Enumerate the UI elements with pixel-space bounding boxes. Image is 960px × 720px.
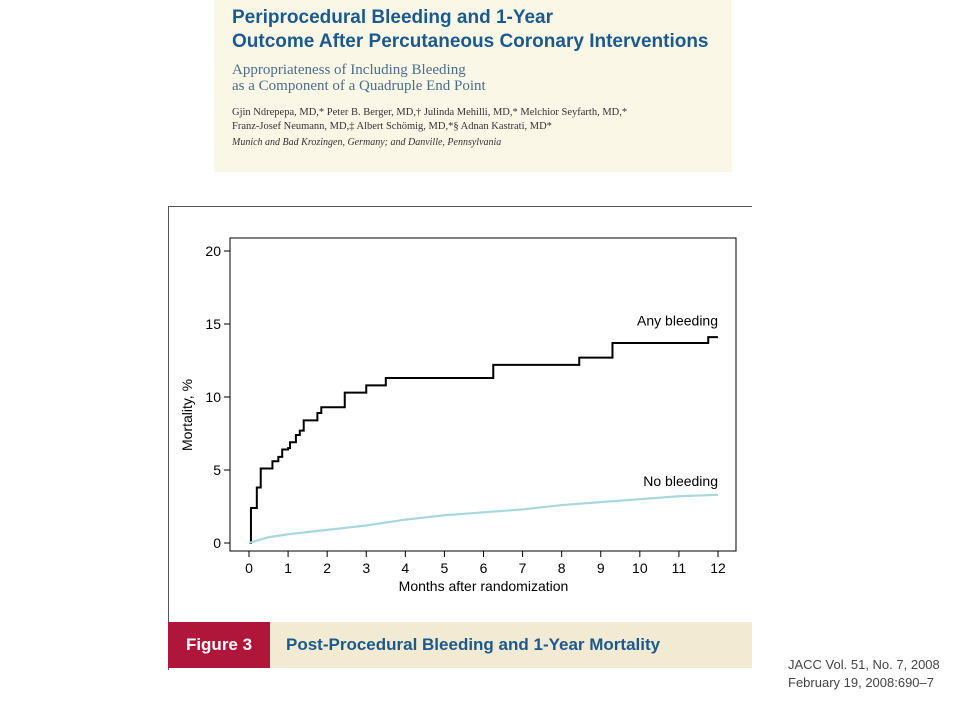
x-tick-label-9: 9 [596, 560, 605, 576]
y-tick-label-5: 5 [213, 462, 221, 478]
y-tick-label-0: 0 [213, 535, 221, 551]
y-tick-label-20: 20 [205, 243, 221, 259]
paper-authors [232, 106, 714, 134]
x-tick-label-0: 0 [245, 560, 253, 576]
paper-title-line2: Outcome After Percutaneous Coronary Interventions [232, 31, 709, 52]
annotation-no-bleeding: No bleeding [643, 473, 718, 490]
paper-subtitle-line2: as a Component of a Quadruple End Point [232, 78, 486, 94]
paper-header [214, 0, 732, 172]
paper-subtitle [232, 62, 714, 94]
figure-label: Figure 3 [168, 622, 270, 668]
x-tick-label-2: 2 [323, 560, 332, 576]
x-tick-label-12: 12 [710, 560, 726, 576]
figure-left-rule [168, 206, 169, 670]
x-tick-label-10: 10 [632, 560, 648, 576]
x-tick-label-6: 6 [479, 560, 488, 576]
journal-reference [788, 656, 940, 692]
paper-subtitle-line1: Appropriateness of Including Bleeding [232, 62, 466, 78]
x-tick-label-1: 1 [284, 560, 292, 576]
paper-authors-line1: Gjin Ndrepepa, MD,* Peter B. Berger, MD,† Julinda Mehilli, MD,* Melchior Seyfarth, MD,* [232, 107, 628, 118]
plot-frame [230, 238, 736, 551]
paper-title [232, 6, 714, 54]
figure-caption-title: Post-Procedural Bleeding and 1-Year Mortality [286, 635, 661, 654]
mortality-chart [170, 208, 750, 620]
x-tick-label-4: 4 [401, 560, 410, 576]
x-tick-label-5: 5 [440, 560, 449, 576]
paper-authors-line2: Franz-Josef Neumann, MD,‡ Albert Schömig, MD,*§ Adnan Kastrati, MD* [232, 121, 552, 132]
x-tick-label-8: 8 [557, 560, 566, 576]
figure-top-rule [168, 206, 752, 207]
x-tick-label-11: 11 [671, 560, 687, 576]
x-tick-label-7: 7 [518, 560, 527, 576]
paper-title-line1: Periprocedural Bleeding and 1-Year [232, 7, 553, 28]
series-line-no-bleeding [249, 495, 718, 543]
x-tick-label-3: 3 [362, 560, 371, 576]
paper-affiliation: Munich and Bad Krozingen, Germany; and Danville, Pennsylvania [232, 137, 502, 148]
y-tick-label-15: 15 [205, 316, 221, 332]
annotation-any-bleeding: Any bleeding [637, 312, 718, 329]
x-axis-label: Months after randomization [398, 578, 569, 594]
y-tick-label-10: 10 [205, 389, 221, 405]
journal-ref-line2: February 19, 2008:690–7 [788, 675, 934, 690]
journal-ref-line1: JACC Vol. 51, No. 7, 2008 [788, 657, 940, 672]
y-axis-label: Mortality, % [179, 378, 195, 452]
